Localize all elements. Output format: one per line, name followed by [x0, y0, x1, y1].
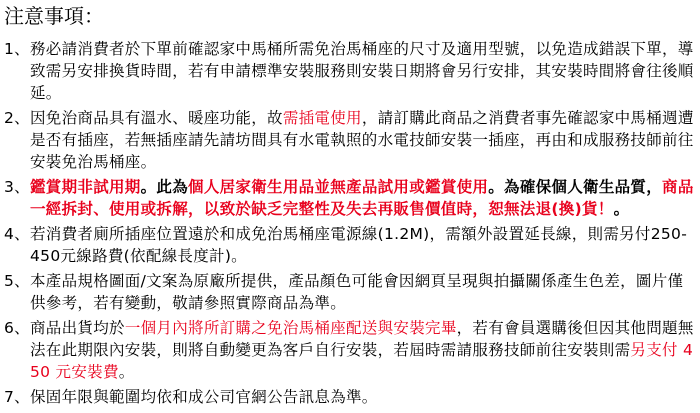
notice-item-5 [4, 270, 696, 314]
notice-text-part: ，若有會員選購後但因其他問題無法在此期限內安裝，則將自動變更為客戶自行安裝，若屆時需請服務技師前往安裝則需 [30, 319, 694, 359]
notice-text-part: 。 [613, 200, 630, 218]
notice-highlight: 另支付 450 元安裝費 [30, 341, 694, 381]
notice-number: 6、 [4, 319, 30, 337]
notice-item-1 [4, 38, 696, 104]
notice-item-4 [4, 223, 696, 267]
notice-text-part: 。此為 [140, 178, 189, 196]
notice-number: 1、 [4, 40, 30, 58]
notice-text [30, 317, 696, 383]
notice-text [30, 386, 696, 408]
notice-item-6 [4, 317, 696, 383]
notice-text-part: 務必請消費者於下單前確認家中馬桶所需免治馬桶座的尺寸及適用型號，以免造成錯誤下單，導致需另安排換貨時間，若有申請標準安裝服務則安裝日期將會另行安排，其安裝時間將會往後順延。 [30, 40, 694, 102]
notice-text [30, 107, 696, 173]
notice-highlight: 鑑賞期非試用期 [30, 178, 141, 196]
notice-title: 注意事項： [4, 4, 104, 28]
notice-number: 2、 [4, 109, 30, 127]
notice-text [30, 270, 696, 314]
notice-text-part: 商品出貨均於 [30, 319, 125, 337]
notice-highlight: 需插電使用 [282, 109, 362, 127]
notice-text-part: 若消費者廁所插座位置遠於和成免治馬桶座電源線(1.2M)，需額外設置延長線，則需另付250-450元線路費(依配線長度計)。 [30, 225, 688, 265]
notice-text-part: ，請訂購此商品之消費者事先確認家中馬桶週遭是否有插座，若無插座請先請坊間具有水電執照的水電技師安裝一插座，再由和成服務技師前往安裝免治馬桶座。 [30, 109, 694, 171]
notice-highlight: 個人居家衛生用品並無產品試用或鑑賞使用 [188, 178, 489, 196]
notice-text [30, 223, 696, 267]
notice-list [4, 38, 696, 411]
notice-highlight: 商品一經拆封、使用或拆解，以致於缺乏完整性及失去再販售價值時，恕無法退(換)貨！ [30, 178, 694, 218]
notice-text [30, 38, 696, 104]
notice-highlight: 一個月內將所訂購之免治馬桶座配送與安裝完畢 [124, 319, 457, 337]
notice-number: 4、 [4, 225, 30, 243]
notice-text-part: 保固年限與範圍均依和成公司官網公告訊息為準。 [30, 388, 378, 406]
notice-text [30, 176, 696, 220]
notice-number: 7、 [4, 388, 30, 406]
notice-item-2 [4, 107, 696, 173]
notice-text-part: 本產品規格圖面/文案為原廠所提供，產品顏色可能會因網頁呈現與拍攝關係產生色差，圖片僅供參考，若有變動，敬請參照實際商品為準。 [30, 272, 684, 312]
notice-text-part: 。 [118, 363, 135, 381]
notice-item-7 [4, 386, 696, 408]
notice-text-part: 。為確保個人衛生品質， [488, 178, 663, 196]
notice-item-3 [4, 176, 696, 220]
notice-text-part: 因免治商品具有溫水、暖座功能，故 [30, 109, 283, 127]
notice-number: 3、 [4, 178, 30, 196]
notice-number: 5、 [4, 272, 30, 290]
